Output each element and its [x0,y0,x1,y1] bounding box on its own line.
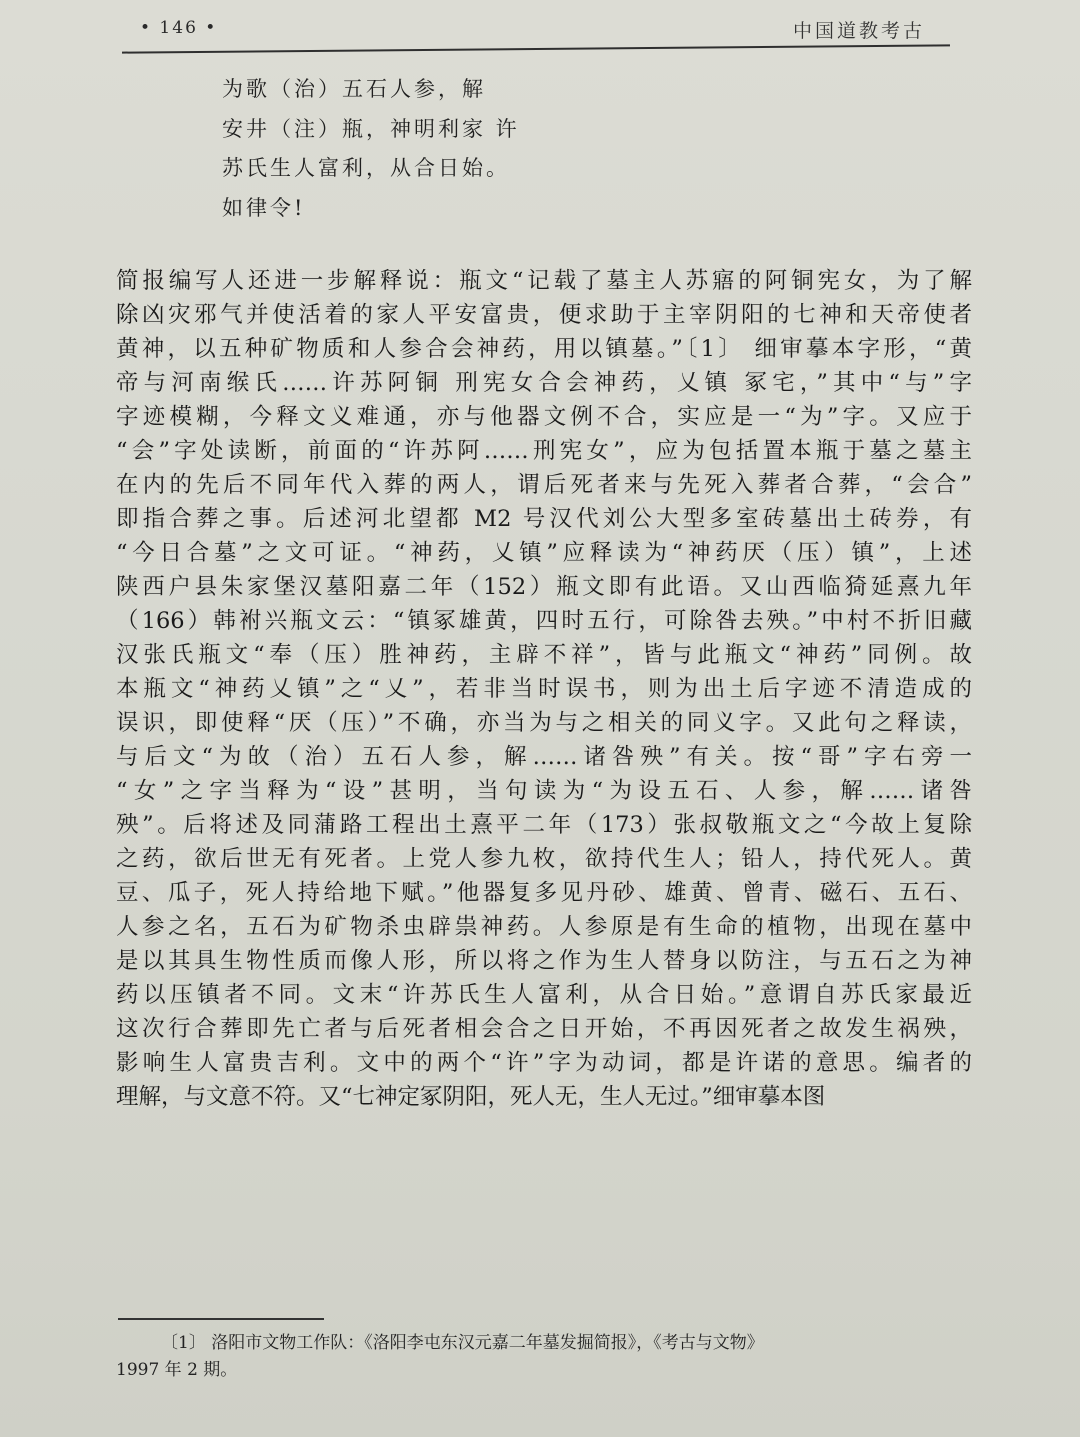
text-line: “今日合墓”之文可证。“神药，乂镇”应释读为“神药厌（压）镇”，上述 [116,540,972,566]
text-line: 黄神，以五种矿物质和人参合会神药，用以镇墓。”〔1〕 细审摹本字形，“黄 [116,336,972,362]
inscription-verse [222,70,520,228]
footnote-rule [118,1318,324,1320]
text-line: 除凶灾邪气并使活着的家人平安富贵，便求助于主宰阴阳的七神和天帝使者 [116,302,972,328]
text-line: “会”字处读断，前面的“许苏阿……刑宪女”，应为包括置本瓶于墓之墓主 [116,438,972,464]
text-line: 是以其具生物性质而像人形，所以将之作为生人替身以防注，与五石之为神 [116,948,972,974]
text-line: 误识，即使释“厌（压）”不确，亦当为与之相关的同义字。又此句之释读， [116,710,972,736]
text-line: 陕西户县朱家堡汉墓阳嘉二年（152）瓶文即有此语。又山西临猗延熹九年 [116,574,972,600]
text-line: “女”之字当释为“设”甚明，当句读为“为设五石、人参，解……诸咎 [116,778,972,804]
header-rule [122,44,950,53]
footnote [116,1330,972,1384]
text-line: 简报编写人还进一步解释说：瓶文“记载了墓主人苏寤的阿铜宪女，为了解 [116,268,972,294]
text-line: 与后文“为敀（治）五石人参，解……诸咎殃”有关。按“哥”字右旁一 [116,744,972,770]
text-line: 理解，与文意不符。又“七神定冢阴阳，死人无，生人无过。”细审摹本图 [116,1084,826,1110]
text-line: 殃”。后将述及同蒲路工程出土熹平二年（173）张叔敬瓶文之“今故上复除 [116,812,972,838]
page-number: • 146 • [140,18,218,38]
text-line: 本瓶文“神药乂镇”之“乂”，若非当时误书，则为出土后字迹不清造成的 [116,676,972,702]
text-line: 帝与河南缑氏……许苏阿铜 刑宪女合会神药，乂镇 冢宅，”其中“与”字 [116,370,972,396]
text-line: 之药，欲后世无有死者。上党人参九枚，欲持代生人；铅人，持代死人。黄 [116,846,972,872]
text-line: 这次行合葬即先亡者与后死者相会合之日开始，不再因死者之故发生祸殃， [116,1016,972,1042]
text-line: 汉张氏瓶文“奉（压）胜神药，主辟不祥”，皆与此瓶文“神药”同例。故 [116,642,972,668]
footnote-line: 1997 年 2 期。 [116,1360,238,1380]
page-header [0,0,1080,50]
footnote-line: 〔1〕 洛阳市文物工作队：《洛阳李屯东汉元嘉二年墓发掘简报》，《考古与文物》 [161,1333,764,1353]
body-paragraph [116,264,972,1114]
verse-line: 安井（注）瓶，神明利家 许 [222,116,520,141]
running-title: 中国道教考古 [792,20,925,42]
text-line: 豆、瓜子，死人持给地下赋。”他器复多见丹砂、雄黄、曾青、磁石、五石、 [116,880,972,906]
text-line: 人参之名，五石为矿物杀虫辟祟神药。人参原是有生命的植物，出现在墓中 [116,914,972,940]
text-line: 药以压镇者不同。文末“许苏氏生人富利，从合日始。”意谓自苏氏家最近 [116,982,972,1008]
text-line: 在内的先后不同年代入葬的两人，谓后死者来与先死入葬者合葬，“会合” [116,472,972,498]
text-line: 影响生人富贵吉利。文中的两个“许”字为动词，都是许诺的意思。编者的 [116,1050,972,1076]
verse-line: 如律令! [222,195,306,220]
verse-line: 为歌（治）五石人参，解 [222,77,486,101]
text-line: 即指合葬之事。后述河北望都 M2 号汉代刘公大型多室砖墓出土砖券，有 [116,506,972,532]
verse-line: 苏氏生人富利，从合日始。 [222,156,510,180]
text-line: 字迹模糊，今释文义难通，亦与他器文例不合，实应是一“为”字。又应于 [116,404,972,430]
text-line: （166）韩袝兴瓶文云：“镇冢雄黄，四时五行，可除咎去殃。”中村不折旧藏 [116,608,972,634]
